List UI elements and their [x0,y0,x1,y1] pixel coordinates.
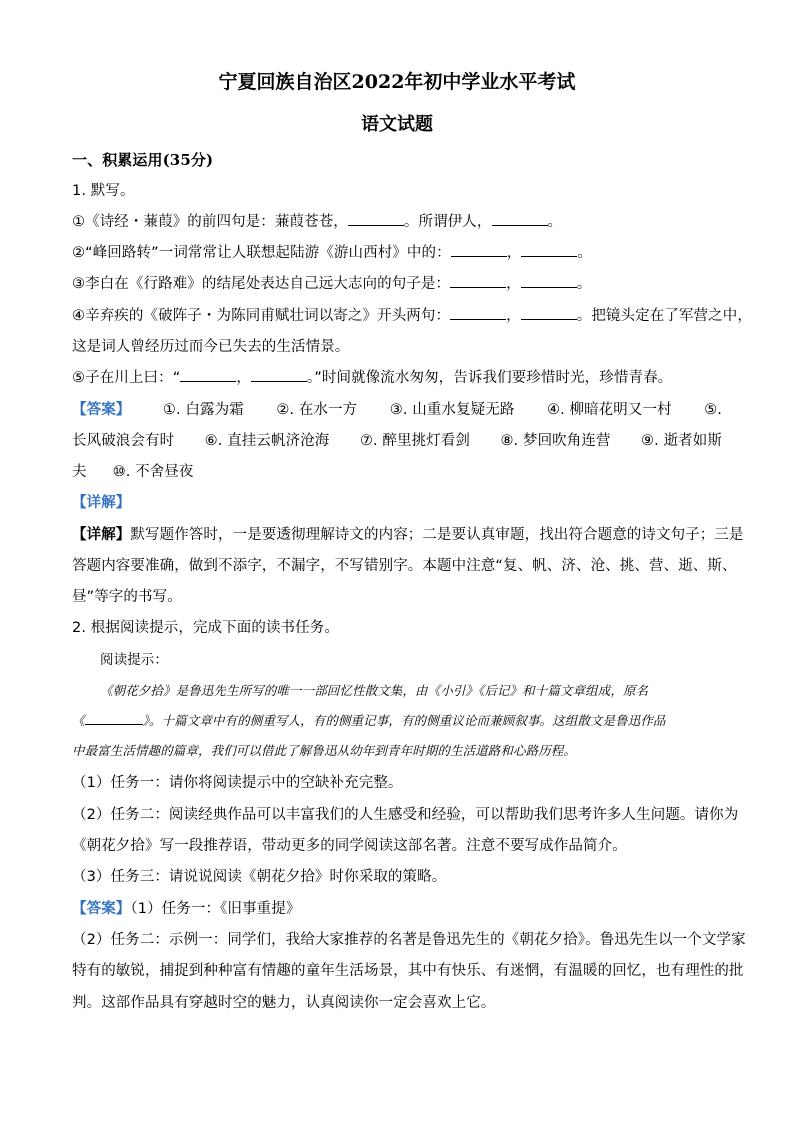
answer-item: 长风破浪会有时 [72,433,175,449]
answer-blank [450,306,506,320]
task-1: （1）任务一：请你将阅读提示中的空缺补充完整。 [72,775,403,791]
page-title: 宁夏回族自治区2022年初中学业水平考试 [218,71,576,93]
q1-line-3-text-c: 。 [576,276,592,292]
answer-blank [251,368,307,382]
hint-text-b: 》。十篇文章中有的侧重写人，有的侧重记事，有的侧重议论而兼顾叙事。这组散文是鲁迅作品 [142,713,666,728]
detail-tag: 【详解】 [72,495,131,511]
q1-line-3-text-b: ， [506,276,521,292]
q1-line-2-text-b: ， [506,245,522,261]
detail-inline-tag: 【详解】 [72,527,131,543]
answer-tag: 【答案】 [72,402,131,418]
answer-blank [521,243,577,257]
answer-item: ⑥. 直挂云帆济沧海 [204,433,330,449]
answer-blank [450,274,506,288]
answer-blank [521,306,577,320]
q1-line-4 [72,306,752,326]
q1-line-1 [72,212,562,232]
answer-2-line-2: （2）任务二：示例一：同学们，我给大家推荐的名著是鲁迅先生的《朝花夕拾》。鲁迅先生以一个文学家 [72,932,746,948]
answer-item: ④. 柳暗花明又一村 [546,402,672,418]
answer-2-text-1: （1）任务一：《旧事重提》 [130,901,301,917]
q1-line-1-text-a: ①《诗经・蒹葭》的前四句是：蒹葭苍苍， [72,214,348,230]
answer-item: ⑩. 不舍昼夜 [112,464,194,480]
answer-2-line-4: 判。这部作品具有穿越时空的魅力，认真阅读你一定会喜欢上它。 [72,995,496,1011]
answer-item: ⑤. [704,402,722,418]
answer-line-3 [72,462,194,482]
q1-line-2-text-a: ②“峰回路转”一词常常让人联想起陆游《游山西村》中的： [72,245,451,261]
q1-line-4-cont: 这是词人曾经历过而今已失去的生活情景。 [72,339,350,355]
detail-line-3: 昼”等字的书写。 [72,589,182,605]
q1-line-3 [72,274,591,294]
answer-item: ⑨. 逝者如斯 [641,433,722,449]
hint-text-a: 《 [72,713,85,728]
answer-blank [348,212,404,226]
reading-hint-label: 阅读提示： [100,652,168,668]
q1-line-4-text-c: 。把镜头定在了军营之中， [576,308,752,324]
task-2-line-2: 《朝花夕拾》写一段推荐语，带动更多的同学阅读这部名著。注意不要写成作品简介。 [72,838,627,854]
question-1-stem: 1. 默写。 [72,183,135,199]
answer-2-line-1 [72,899,300,919]
answer-blank [451,243,507,257]
q1-line-1-text-b: 。所谓伊人， [403,214,492,230]
reading-hint-line-1: 《朝花夕拾》是鲁迅先生所写的唯一一部回忆性散文集，由《小引》《后记》和十篇文章组成，原名 [100,683,649,698]
section-heading: 一、积累运用(35分) [72,151,214,169]
answer-line-2 [72,431,722,451]
detail-text-1: 默写题作答时，一是要透彻理解诗文的内容；二是要认真审题，找出符合题意的诗文句子；三是 [130,527,744,543]
question-2-stem: 2. 根据阅读提示，完成下面的读书任务。 [72,620,339,636]
answer-item: ⑦. 醉里挑灯看剑 [359,433,470,449]
answer-item: 夫 [72,464,87,480]
task-3: （3）任务三：请说说阅读《朝花夕拾》时你采取的策略。 [72,869,447,885]
q1-line-4-text-a: ④辛弃疾的《破阵子・为陈同甫赋壮词以寄之》开头两句： [72,308,451,324]
q1-line-5-text-b: ， [236,370,251,386]
q1-line-2 [72,243,592,263]
answer-item: ①. 白露为霜 [162,402,244,418]
page-subtitle: 语文试题 [361,114,433,135]
detail-line-1 [72,525,744,545]
answer-2-line-3: 特有的敏锐，捕捉到种种富有情趣的童年生活场景，其中有快乐、有迷惘，有温暖的回忆，也有理性的批 [72,963,744,979]
answer-tag: 【答案】 [72,901,131,917]
q1-line-5-text-a: ⑤子在川上曰：“ [72,370,181,386]
q1-line-1-text-c: 。 [547,214,563,230]
answer-line-1 [72,400,722,420]
q1-line-3-text-a: ③李白在《行路难》的结尾处表达自己远大志向的句子是： [72,276,451,292]
q1-line-4-text-b: ， [506,308,521,324]
answer-item: ②. 在水一方 [276,402,358,418]
answer-blank [521,274,577,288]
detail-line-2: 答题内容要准确，做到不添字，不漏字，不写错别字。本题中注意“复、帆、济、沧、挑、营、逝、斯、 [72,558,737,574]
reading-hint-line-2 [72,711,666,731]
q1-line-2-text-c: 。 [577,245,592,261]
answer-item: ⑧. 梦回吹角连营 [500,433,611,449]
q1-line-5-text-c: 。”时间就像流水匆匆，告诉我们要珍惜时光，珍惜青春。 [306,370,673,386]
answer-blank [85,711,143,725]
answer-blank [492,212,548,226]
answer-item: ③. 山重水复疑无路 [389,402,515,418]
task-2-line-1: （2）任务二：阅读经典作品可以丰富我们的人生感受和经验，可以帮助我们思考许多人生问题。请你为 [72,807,739,823]
answer-blank [180,368,236,382]
q1-line-5 [72,368,672,388]
reading-hint-line-3: 中最富生活情趣的篇章，我们可以借此了解鲁迅从幼年到青年时期的生活道路和心路历程。 [72,743,577,758]
